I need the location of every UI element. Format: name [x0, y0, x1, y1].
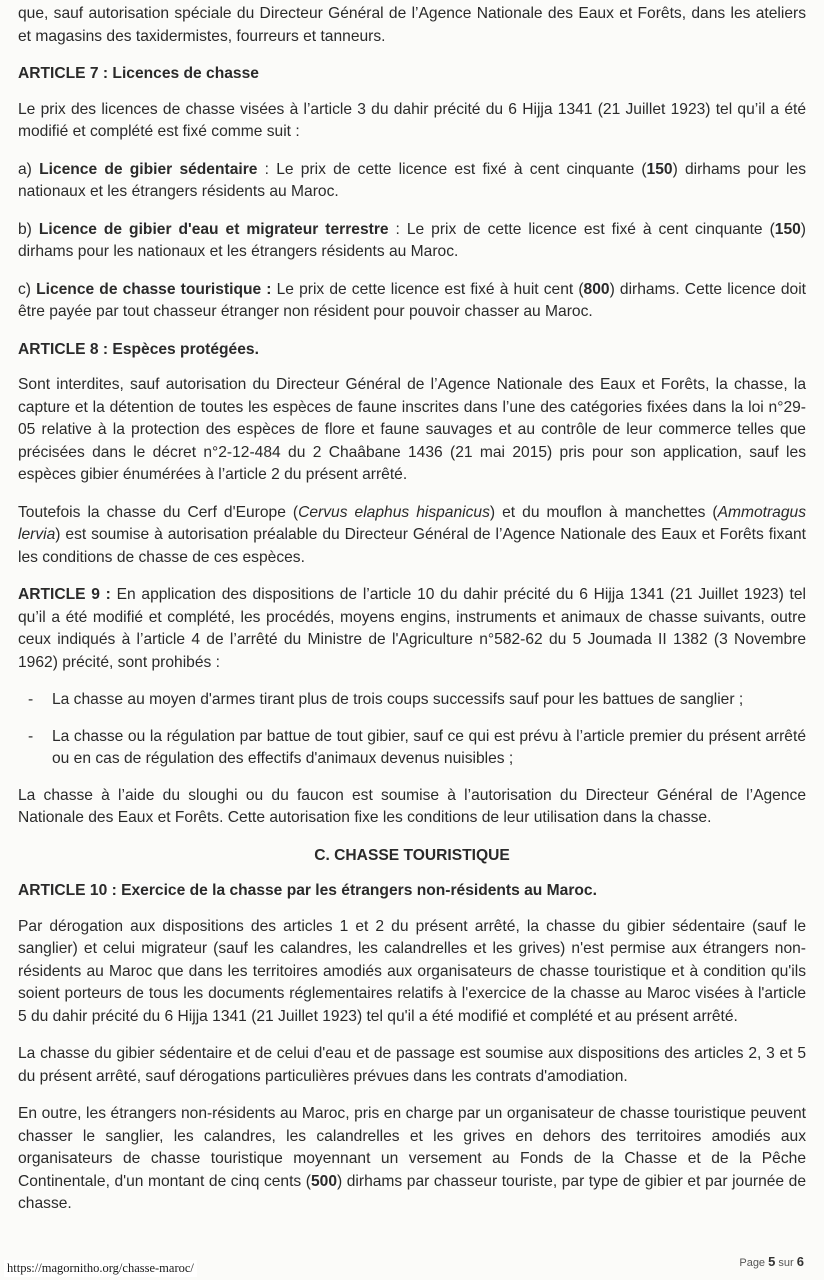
article-8-heading: ARTICLE 8 : Espèces protégées. [18, 340, 259, 358]
article-9-label: ARTICLE 9 : [18, 586, 111, 603]
article-7-item-b: b) Licence de gibier d'eau et migrateur terrestre : Le prix de cette licence est fixé à cent cinquante (150) dirhams pour les nationaux et les étrangers résidents au Maroc. [18, 220, 806, 260]
section-c-heading: C. CHASSE TOURISTIQUE [314, 846, 510, 864]
article-9-item-1: - La chasse au moyen d'armes tirant plus de trois coups successifs sauf pour les battues de sanglier ; [28, 691, 744, 708]
page-number: Page 5 sur 6 [739, 1254, 804, 1269]
article-7-intro: Le prix des licences de chasse visées à l’article 3 du dahir précité du 6 Hijja 1341 (21 Juillet 1923) tel qu’il a été modifié et complété est fixé comme suit : [18, 100, 806, 140]
article-10-paragraph-2: La chasse du gibier sédentaire et de celui d'eau et de passage est soumise aux dispositions des articles 2, 3 et 5 du présent arrêté, sauf dérogations particulières prévues dans les contrats d'amodiation. [18, 1045, 806, 1085]
article-9-item-2: - La chasse ou la régulation par battue de tout gibier, sauf ce qui est prévu à l’article premier du présent arrêté ou en cas de régulation des effectifs d'animaux devenus nuisibles ; [28, 727, 806, 767]
source-url: https://magornitho.org/chasse-maroc/ [4, 1260, 197, 1277]
article-10-paragraph-3: En outre, les étrangers non-résidents au Maroc, pris en charge par un organisateur de chasse touristique peuvent chasser le sanglier, les calandres, les calandrelles et les grives en dehors des territoires amodiés aux organisateurs de chasse touristique moyennant un versement au Fonds de la Chasse et de la Pêche Continentale, d'un montant de cinq cents (500) dirhams par chasseur touriste, par type de gibier et par journée de chasse. [18, 1105, 806, 1212]
article-9-closing: La chasse à l’aide du sloughi ou du faucon est soumise à l’autorisation du Directeur Général de l’Agence Nationale des Eaux et Forêts. Cette autorisation fixe les conditions de leur utilisation dans la chasse. [18, 786, 806, 826]
article-10-heading: ARTICLE 10 : Exercice de la chasse par les étrangers non-résidents au Maroc. [18, 882, 597, 899]
article-9-paragraph: ARTICLE 9 : En application des dispositions de l’article 10 du dahir précité du 6 Hijja 1341 (21 Juillet 1923) tel qu’il a été modifié et complété, les procédés, moyens engins, instruments et animaux de chasse suivants, outre ceux indiqués à l’article 4 de l’arrêté du Ministre de l'Agriculture n°582-62 du 5 Joumada II 1382 (3 Novembre 1962) précité, sont prohibés : [18, 586, 806, 671]
article-10-paragraph-1: Par dérogation aux dispositions des articles 1 et 2 du présent arrêté, la chasse du gibier sédentaire (sauf le sanglier) et celui migrateur (sauf les calandres, les calandrelles et les grives) n'est permise aux étrangers non-résidents au Maroc que dans les territoires amodiés aux organisateurs de chasse touristique et à condition qu'ils soient porteurs de tous les documents réglementaires relatifs à l'exercice de la chasse au Maroc visées à l'article 5 du dahir précité du 6 Hijja 1341 (21 Juillet 1923) tel qu'il a été modifié et complété et au présent arrêté. [18, 917, 806, 1025]
article-8-paragraph-2: Toutefois la chasse du Cerf d'Europe (Cervus elaphus hispanicus) et du mouflon à manchettes (Ammotragus lervia) est soumise à autorisation préalable du Directeur Général de l’Agence Nationale des Eaux et Forêts fixant les conditions de chasse de ces espèces. [18, 503, 806, 566]
article-7-item-a: a) Licence de gibier sédentaire : Le prix de cette licence est fixé à cent cinquante (150) dirhams pour les nationaux et les étrangers résidents au Maroc. [18, 160, 806, 200]
article-7-item-c: c) Licence de chasse touristique : Le prix de cette licence est fixé à huit cent (800) dirhams. Cette licence doit être payée par tout chasseur étranger non résident pour pouvoir chasser au Maroc. [18, 280, 806, 320]
article-8-paragraph-1: Sont interdites, sauf autorisation du Directeur Général de l’Agence Nationale des Eaux et Forêts, la chasse, la capture et la détention de toutes les espèces de faune inscrites dans l’une des catégories fixées dans la loi n°29-05 relative à la protection des espèces de flore et faune sauvages et au contrôle de leur commerce telles que précisées dans le décret n°2-12-484 du 2 Chaâbane 1436 (21 mai 2015) pris pour son application, sauf les espèces gibier énumérées à l’article 2 du présent arrêté. [18, 376, 806, 483]
intro-paragraph: que, sauf autorisation spéciale du Directeur Général de l’Agence Nationale des Eaux et Forêts, dans les ateliers et magasins des taxidermistes, fourreurs et tanneurs. [18, 5, 806, 45]
article-7-heading: ARTICLE 7 : Licences de chasse [18, 65, 259, 82]
